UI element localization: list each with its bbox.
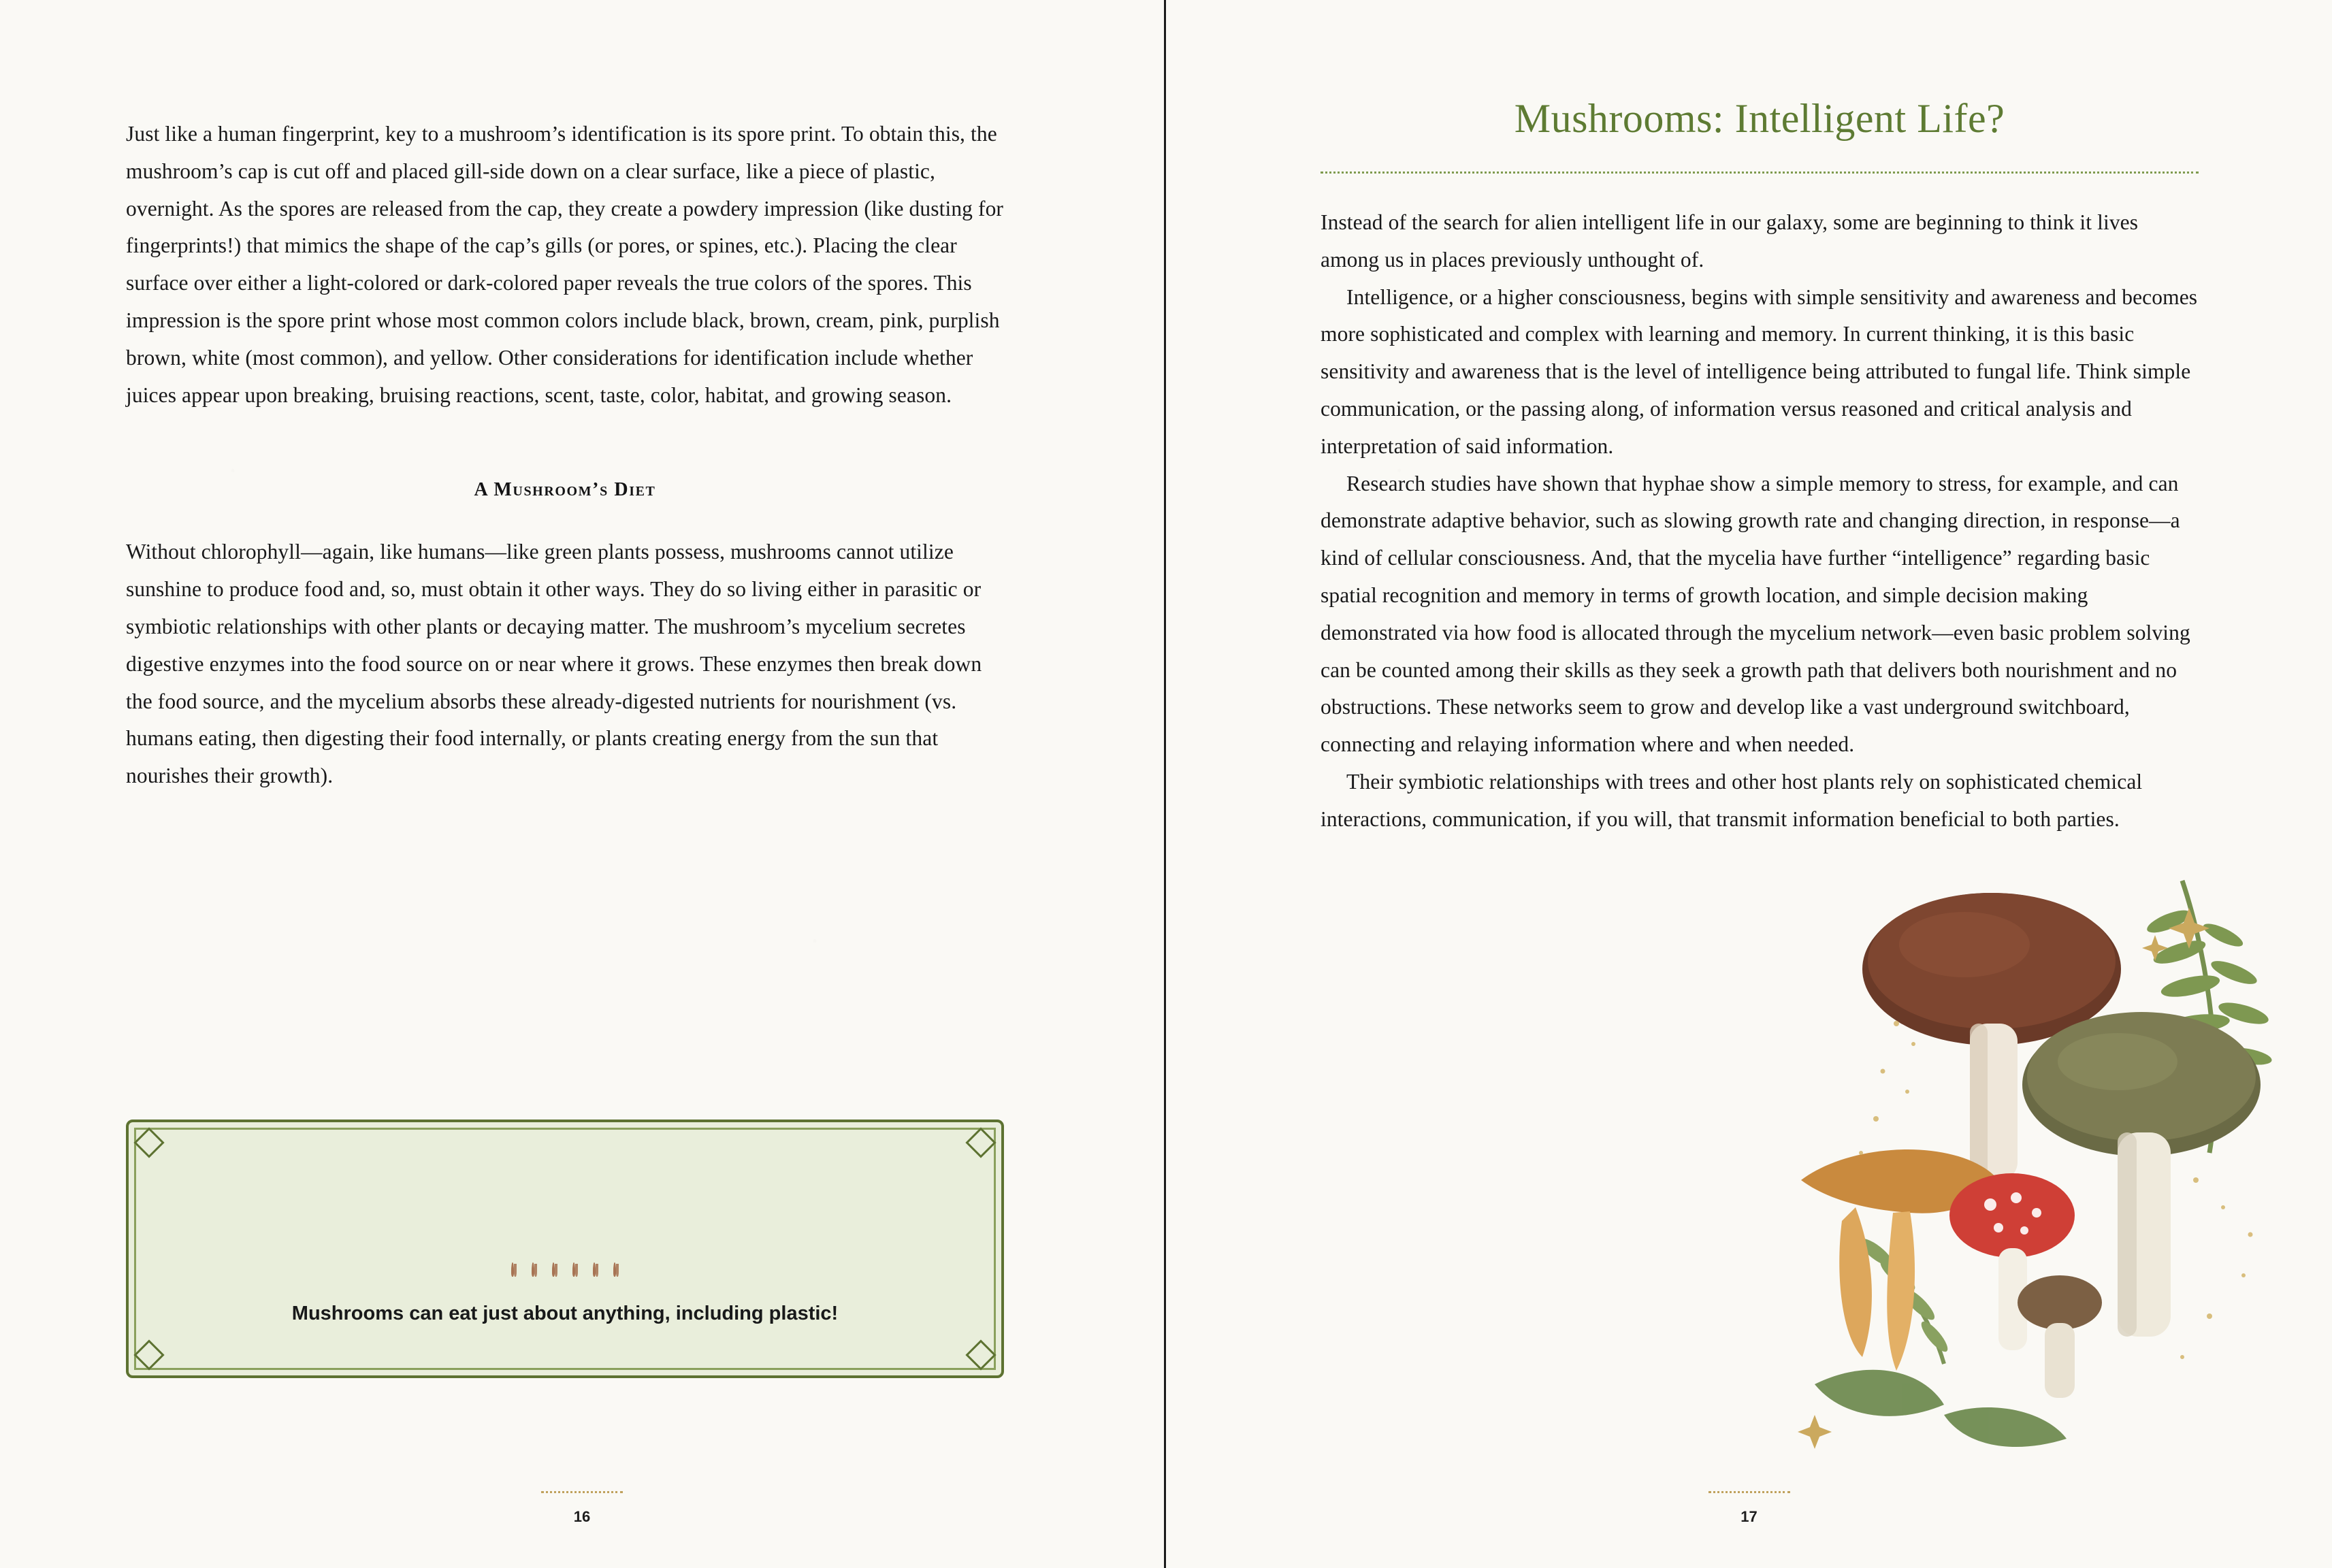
paragraph: Research studies have shown that hyphae show a simple memory to stress, for example, and can demonstrate adaptive behavior, such as slowing growth rate and changing direction, in response—a kind of cellular consciousness. And, that the mycelia have further “intelligence” regarding basic spatial recognition and memory in terms of growth location, and simple decision making demonstrated via how food is allocated through the mycelium network—even basic problem solving can be counted among their skills as they seek a growth path that delivers both nourishment and no obstructions. These networks seem to grow and develop like a vast underground switchboard, connecting and relaying information where and when needed. (1321, 471, 2190, 757)
right-page-text-column (1321, 204, 2199, 838)
fern-icon (1856, 1235, 1952, 1364)
paragraph: Their symbiotic relationships with trees and other host plants rely on sophisticated chemical interactions, communication, if you will, that transmit information beneficial to both parties. (1321, 769, 2143, 831)
mushroom-icon (532, 1264, 537, 1276)
paragraph: Intelligence, or a higher consciousness, begins with simple sensitivity and awareness and becomes more sophisticated and complex with learning and memory. In current thinking, it is this basic sensitivity and awareness that is the level of intelligence being attributed to fungal life. Think simple communication, or the passing along, of information versus reasoned and critical analysis and interpretation of said information. (1321, 284, 2198, 458)
mushroom-icon (2022, 1012, 2261, 1337)
gold-dots-icon (1859, 1021, 2253, 1359)
corner-ornament-icon (133, 1127, 164, 1158)
sparkle-icon (1798, 908, 2209, 1449)
page-title: Mushrooms: Intelligent Life? (1514, 96, 2005, 141)
mushroom-icon (511, 1264, 517, 1276)
mushroom-icon (2018, 1275, 2102, 1398)
corner-ornament-icon (965, 1127, 996, 1158)
paragraph: Without chlorophyll—again, like humans—like green plants possess, mushrooms cannot utilize sunshine to produce food and, so, must obtain it other ways. They do so living either in parasitic or symbiotic relationships with other plants or decaying matter. The mushroom’s mycelium secretes digestive enzymes into the food source on or near where it grows. These enzymes then break down the food source, and the mycelium absorbs these already-digested nutrients for nourishment (vs. humans eating, then digesting their food internally, or plants creating energy from the sun that nourishes their growth). (126, 540, 982, 788)
mushroom-icon (552, 1264, 557, 1276)
fern-icon (2144, 881, 2273, 1153)
page-number: 16 (573, 1508, 591, 1525)
right-page (1166, 0, 2332, 1568)
footer-dot-rule (1708, 1491, 1790, 1493)
mushroom-icon (1801, 1149, 1998, 1371)
mushroom-icon (1862, 893, 2121, 1180)
mushroom-icon (613, 1264, 619, 1276)
foliage-icon (1815, 1370, 2067, 1447)
section-heading: A Mushroom’s Diet (474, 479, 656, 501)
mushroom-row-illustration (129, 1160, 1001, 1276)
right-page-footer (1166, 1491, 2332, 1526)
left-page-footer (0, 1491, 1164, 1526)
left-page-text-column (126, 116, 1004, 795)
mushroom-icon (572, 1264, 578, 1276)
paragraph: Just like a human fingerprint, key to a mushroom’s identification is its spore print. To obtain this, the mushroom’s cap is cut off and placed gill-side down on a clear surface, like a piece of plastic, overnight. As the spores are released from the cap, they create a powdery impression (like dusting for fingerprints!) that mimics the shape of the cap’s gills (or pores, or spines, etc.). Placing the clear surface over either a light-colored or dark-colored paper reveals the true colors of the spores. This impression is the spore print whose most common colors include black, brown, cream, pink, purplish brown, white (most common), and yellow. Other considerations for identification include whether juices appear upon breaking, bruising reactions, scent, taste, color, habitat, and growing season. (126, 122, 1004, 407)
footer-dot-rule (541, 1491, 623, 1493)
corner-ornament-icon (965, 1339, 996, 1370)
title-dotted-rule (1321, 172, 2199, 174)
callout-caption: Mushrooms can eat just about anything, including plastic! (291, 1303, 839, 1324)
paragraph: Instead of the search for alien intelligent life in our galaxy, some are beginning to think it lives among us in places previously unthought of. (1321, 210, 2139, 272)
watercolor-mushrooms-and-ferns-illustration (1774, 799, 2291, 1480)
mushroom-icon (593, 1264, 598, 1276)
page-number: 17 (1740, 1508, 1758, 1525)
mushroom-icon (1949, 1173, 2075, 1350)
callout-box (126, 1120, 1004, 1378)
corner-ornament-icon (133, 1339, 164, 1370)
